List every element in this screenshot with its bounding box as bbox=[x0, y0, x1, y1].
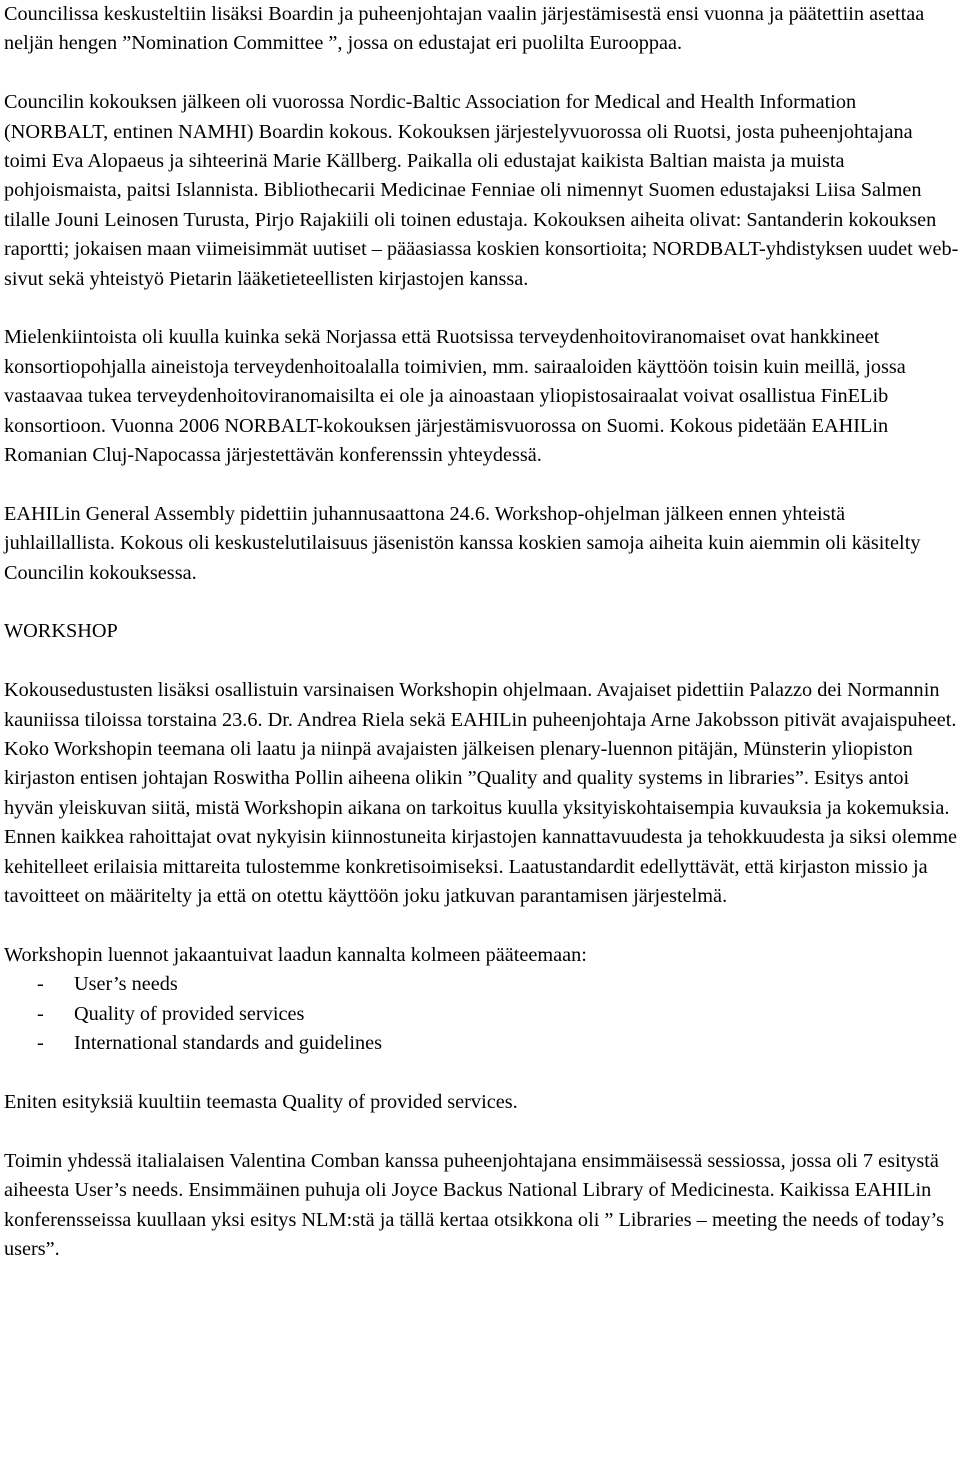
list-marker: - bbox=[37, 1002, 44, 1025]
themes-intro: Workshopin luennot jakaantuivat laadun kannalta kolmeen pääteemaan: bbox=[4, 943, 587, 966]
paragraph-general-assembly: EAHILin General Assembly pidettiin juhannusaattona 24.6. Workshop-ohjelman jälkeen ennen yhteistä juhlaillallista. Kokous oli keskustelutilaisuus jäsenistön kanssa koskien samoja aiheita kuin aiemmin oli käsitelty Councilin kokouksessa. bbox=[4, 502, 921, 584]
paragraph-council-discussion: Councilissa keskusteltiin lisäksi Boardin ja puheenjohtajan vaalin järjestämisestä ensi vuonna ja päätettiin asettaa neljän hengen ”Nomination Committee ”, jossa on edustajat eri puolilta Eurooppaa. bbox=[4, 3, 925, 55]
list-item-text: International standards and guidelines bbox=[74, 1032, 383, 1055]
paragraph-workshop: Kokousedustusten lisäksi osallistuin varsinaisen Workshopin ohjelmaan. Avajaiset pidettiin Palazzo dei Normannin kauniissa tiloissa torstaina 23.6. Dr. Andrea Riela sekä EAHILin puheenjohtaja Arne Jakobsson pitivät avajaispuheet. Koko Workshopin teemana oli laatu ja niinpä avajaisten jälkeisen plenary-luennon pitäjän, Münsterin yliopiston kirjaston entisen johtajan Roswitha Pollin aiheena olikin ”Quality and quality systems in libraries”. Esitys antoi hyvän yleiskuvan siitä, mistä Workshopin aikana on tarkoitus kuulla yksityiskohtaisempia kuvauksia ja kokemuksia. Ennen kaikkea rahoittajat ovat nykyisin kiinnostuneita kirjastojen kannattavuudesta ja tehokkuudesta ja siksi olemme kehitelleet erilaisia mittareita tulostemme konkretisoimiseksi. Laatustandardit edellyttävät, että kirjaston missio ja tavoitteet on määritelty ja että on otettu käyttöön joku jatkuvan parantamisen järjestelmä. bbox=[4, 679, 957, 908]
themes-list bbox=[4, 970, 959, 1058]
list-item-text: User’s needs bbox=[74, 973, 178, 996]
themes-block bbox=[4, 941, 959, 1059]
paragraph-consortia: Mielenkiintoista oli kuulla kuinka sekä Norjassa että Ruotsissa terveydenhoitoviranomaiset ovat hankkineet konsortiopohjalla aineistoja terveydenhoitoalalla toimivien, mm. sairaaloiden käyttöön toisin kuin meillä, jossa vastaavaa tukea terveydenhoitoviranomaisilta ei ole ja ainoastaan yliopistosairaalat voivat osallistua FinELib konsortioon. Vuonna 2006 NORBALT-kokouksen järjestämisvuorossa on Suomi. Kokous pidetään EAHILin Romanian Cluj-Napocassa järjestettävän konferenssin yhteydessä. bbox=[4, 326, 906, 467]
list-item bbox=[4, 970, 959, 999]
paragraph-norbalt-meeting: Councilin kokouksen jälkeen oli vuorossa Nordic-Baltic Association for Medical and Health Information (NORBALT, entinen NAMHI) Boardin kokous. Kokouksen järjestelyvuorossa oli Ruotsi, josta puheenjohtajana toimi Eva Alopaeus ja sihteerinä Marie Källberg. Paikalla oli edustajat kaikista Baltian maista ja muista pohjoismaista, paitsi Islannista. Bibliothecarii Medicinae Fenniae oli nimennyt Suomen edustajaksi Liisa Salmen tilalle Jouni Leinosen Turusta, Pirjo Rajakiili oli toinen edustaja. Kokouksen aiheita olivat: Santanderin kokouksen raportti; jokaisen maan viimeisimmät uutiset – pääasiassa koskien konsortioita; NORDBALT-yhdistyksen uudet web-sivut sekä yhteistyö Pietarin lääketieteellisten kirjastojen kanssa. bbox=[4, 91, 959, 290]
list-marker: - bbox=[37, 973, 44, 996]
list-item bbox=[4, 1029, 959, 1058]
list-item-text: Quality of provided services bbox=[74, 1002, 305, 1025]
list-marker: - bbox=[37, 1032, 44, 1055]
list-item bbox=[4, 1000, 959, 1029]
paragraph-most-presentations: Eniten esityksiä kuultiin teemasta Quality of provided services. bbox=[4, 1090, 518, 1113]
paragraph-session-chair: Toimin yhdessä italialaisen Valentina Comban kanssa puheenjohtajana ensimmäisessä sessiossa, jossa oli 7 esitystä aiheesta User’s needs. Ensimmäinen puhuja oli Joyce Backus National Library of Medicinesta. Kaikissa EAHILin konferensseissa kuullaan yksi esitys NLM:stä ja tällä kertaa otsikkona oli ” Libraries – meeting the needs of today’s users”. bbox=[4, 1149, 945, 1260]
section-heading-workshop: WORKSHOP bbox=[4, 620, 118, 643]
document-page bbox=[4, 0, 959, 1294]
